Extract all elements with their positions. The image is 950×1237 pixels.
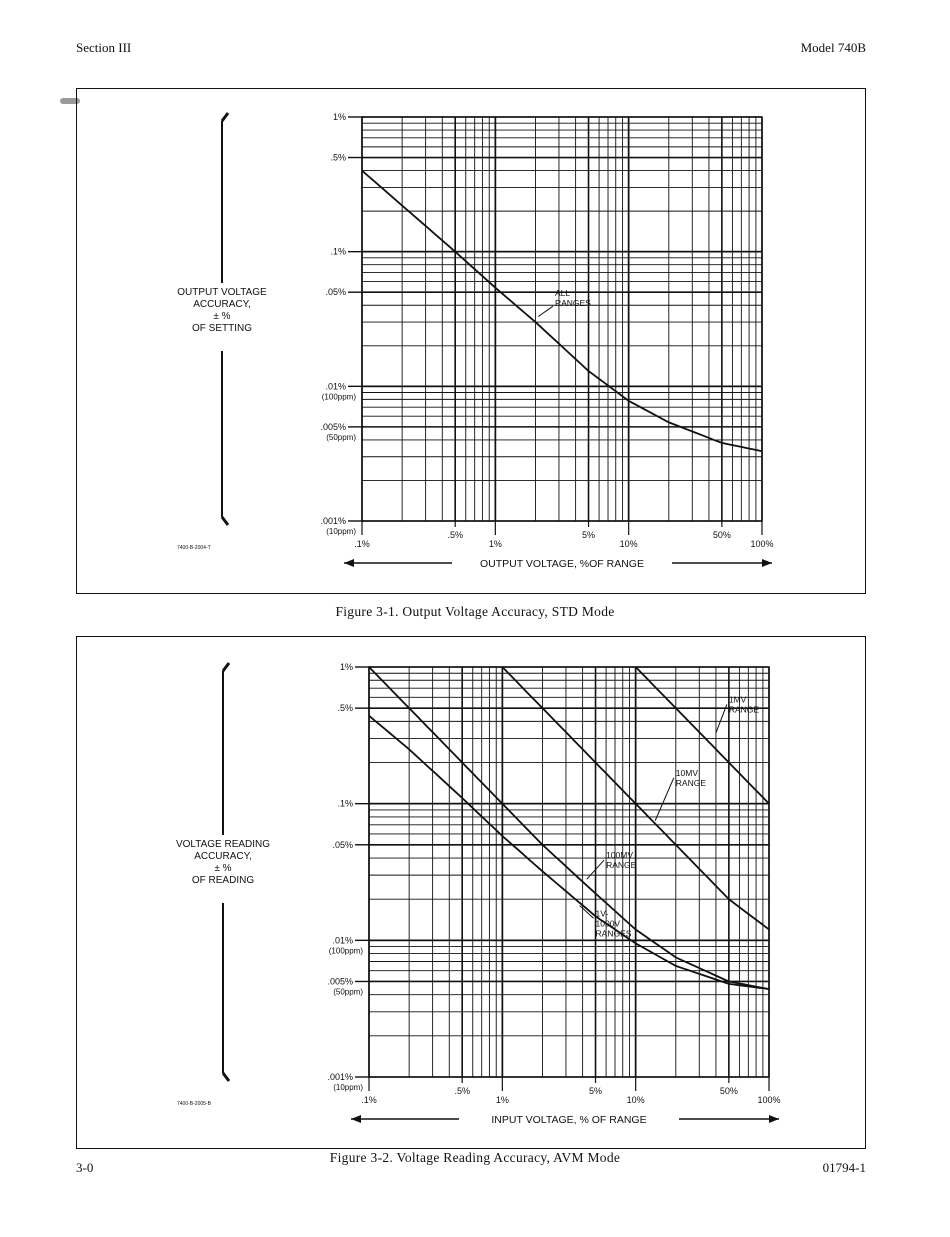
y-tick-label: .5% <box>330 152 346 163</box>
y-tick-sublabel: (10ppm) <box>333 1083 363 1092</box>
figure-1-chart <box>77 89 865 593</box>
curve-label: RANGE <box>606 860 637 871</box>
y-tick-label: .01% <box>332 935 353 946</box>
x-tick-label: 50% <box>712 530 731 540</box>
curve-label: 1V- <box>595 908 609 919</box>
x-tick-label: 50% <box>719 1086 738 1096</box>
page-number: 3-0 <box>76 1160 94 1175</box>
x-tick-label: 1% <box>495 1095 509 1105</box>
y-axis-label-line: OUTPUT VOLTAGE <box>177 287 267 298</box>
y-axis-label-line: ACCURACY, <box>193 299 251 310</box>
x-tick-label: 5% <box>589 1086 603 1096</box>
y-tick-label: 1% <box>339 662 353 672</box>
y-tick-label: .01% <box>325 381 346 392</box>
series-curve <box>362 171 762 452</box>
x-tick-label: 1% <box>488 539 502 549</box>
y-axis-label-line: VOLTAGE READING <box>175 839 271 850</box>
y-tick-label: .5% <box>337 703 353 714</box>
series-curve <box>369 716 769 989</box>
y-axis-label-line: OF READING <box>191 875 255 886</box>
figure-code: 7400-B-2005-B <box>177 1101 211 1107</box>
y-tick-sublabel: (100ppm) <box>321 392 356 402</box>
curve-label-leader <box>538 306 553 316</box>
y-tick-label: .05% <box>332 839 353 850</box>
y-tick-sublabel: (10ppm) <box>326 527 356 536</box>
plot-border <box>362 117 762 521</box>
figure-1-caption: Figure 3-1. Output Voltage Accuracy, STD Mode <box>335 604 615 619</box>
x-axis-arrowhead-left <box>351 1115 361 1123</box>
curve-label: 100MV <box>606 850 634 861</box>
y-axis-label-line: ± % <box>213 311 231 322</box>
x-tick-label: 10% <box>619 539 638 549</box>
y-tick-sublabel: (50ppm) <box>333 987 363 997</box>
y-tick-sublabel: (50ppm) <box>326 432 356 442</box>
y-tick-label: 1% <box>332 112 346 122</box>
header-section: Section III <box>76 40 132 55</box>
curve-label: RANGES <box>595 928 632 939</box>
curve-label: 1MV <box>728 694 747 705</box>
figure-2-caption: Figure 3-2. Voltage Reading Accuracy, AVM Mode <box>329 1150 621 1165</box>
curve-label-leader <box>655 778 674 821</box>
curve-label: 1000V <box>595 918 621 929</box>
curve-label: 10MV <box>675 767 699 778</box>
x-axis-arrowhead-right <box>769 1115 779 1123</box>
x-axis-arrowhead-left <box>344 559 354 567</box>
y-axis-label-line: ± % <box>214 863 232 874</box>
figure-code: 7400-B-2004-T <box>177 545 211 551</box>
curve-label: RANGE <box>728 704 760 715</box>
y-tick-label: .05% <box>325 287 346 298</box>
x-tick-label: 100% <box>757 1095 781 1105</box>
x-tick-label: 100% <box>750 539 774 549</box>
y-axis-label-line: OF SETTING <box>192 323 252 334</box>
figure-2-frame <box>76 636 866 1149</box>
x-tick-label: 10% <box>626 1095 645 1105</box>
figure-2-chart <box>77 637 865 1148</box>
y-tick-label: .1% <box>330 246 346 257</box>
y-tick-label: .001% <box>320 516 346 526</box>
y-tick-label: .001% <box>327 1072 353 1082</box>
x-tick-label: .5% <box>454 1086 470 1096</box>
figure-1-frame <box>76 88 866 594</box>
x-tick-label: .1% <box>354 539 370 549</box>
y-axis-label-line: ACCURACY, <box>194 851 252 862</box>
x-tick-label: 5% <box>582 530 596 540</box>
header-model: Model 740B <box>800 40 866 55</box>
curve-label-all-ranges: ALL <box>554 288 571 299</box>
curve-label-all-ranges: RANGES <box>554 298 591 309</box>
document-number: 01794-1 <box>822 1160 866 1175</box>
y-tick-label: .1% <box>337 798 353 809</box>
y-tick-label: .005% <box>327 976 353 987</box>
x-tick-label: .5% <box>447 530 463 540</box>
x-axis-arrowhead-right <box>762 559 772 567</box>
y-tick-label: .005% <box>320 421 346 432</box>
x-axis-label: INPUT VOLTAGE, % OF RANGE <box>491 1114 647 1126</box>
x-tick-label: .1% <box>361 1095 377 1105</box>
x-axis-label: OUTPUT VOLTAGE, %OF RANGE <box>480 558 644 570</box>
y-tick-sublabel: (100ppm) <box>328 946 363 956</box>
curve-label: RANGE <box>675 777 707 788</box>
